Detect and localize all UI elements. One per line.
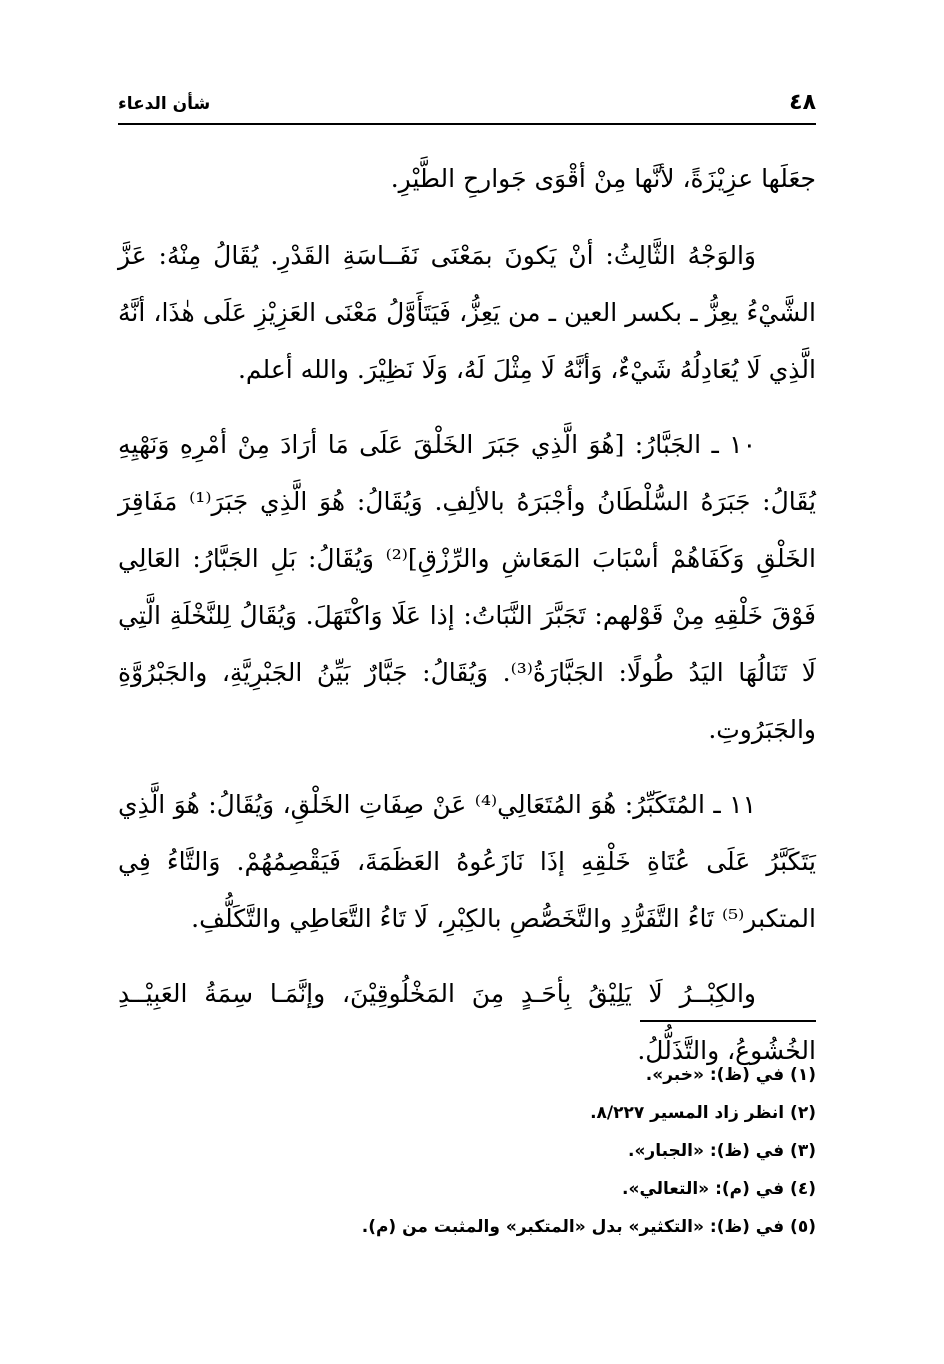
footnotes — [118, 1056, 816, 1246]
page-header — [118, 88, 816, 122]
footnote: (١) في (ظ): «خبر». — [645, 1065, 816, 1085]
footnote: (٢) انظر زاد المسير ٨/٢٢٧. — [590, 1103, 816, 1123]
paragraph: والكِبْــرُ لَا يَلِيْقُ بِأحَـدٍ مِنَ المَخْلُوقِيْنَ، وإنَّمَـا سِمَةُ العَبِيْــدِ الخُشُوعُ، والتَّذَلُّلُ. — [118, 979, 816, 1065]
header-rule — [118, 123, 816, 125]
footnote-rule — [640, 1020, 816, 1022]
footnote: (٤) في (م): «التعالي». — [622, 1179, 816, 1199]
footnote: (٥) في (ظ): «التكثير» بدل «المتكبر» والمثبت من (م). — [361, 1217, 816, 1237]
paragraph: ١١ ـ المُتَكَبِّرُ: هُوَ المُتَعَالِي⁽⁴⁾ عَنْ صِفَاتِ الخَلْقِ، وَيُقَالُ: هُوَ الَّذِي يَتَكَبَّرُ عَلَى عُتَاةِ خَلْقِهِ إذَا نَازَعُوهُ العَظَمَةَ، فَيَقْصِمُهُمْ. وَالتَّاءُ فِي المتكبر⁽⁵⁾ تَاءُ التَّفَرُّدِ والتَّخَصُّصِ بالكِبْرِ، لَا تَاءُ التَّعَاطِي والتَّكَلُّفِ. — [118, 790, 816, 933]
paragraph: وَالوَجْهُ الثَّالِثُ: أنْ يَكونَ بمَعْنَى نَفَــاسَةِ القَدْرِ. يُقَالُ مِنْهُ: عَزَّ الشَّيْءُ يعِزُّ ـ بكسر العين ـ من يَعِزُّ، فَيَتَأَوَّلُ مَعْنَى العَزِيْزِ عَلَى هٰذَا، أنَّهُ الَّذِي لَا يُعَادِلُهُ شَيْءٌ، وَأنَّهُ لَا مِثْلَ لَهُ، وَلَا نَظِيْرَ. والله أعلم. — [118, 241, 816, 384]
footnote: (٣) في (ظ): «الجبار». — [627, 1141, 816, 1161]
main-text — [118, 150, 816, 1097]
paragraph: ١٠ ـ الجَبَّارُ: [هُوَ الَّذِي جَبَرَ الخَلْقَ عَلَى مَا أرَادَ مِنْ أمْرِهِ وَنَهْيِهِ يُقَالُ: جَبَرَهُ السُّلْطَانُ وأجْبَرَهُ بالألِفِ. وَيُقَالُ: هُوَ الَّذِي جَبَرَ⁽¹⁾ مَفَاقِرَ الخَلْقِ وَكَفَاهُمْ أسْبَابَ المَعَاشِ والرِّزْقِ]⁽²⁾ وَيُقَالُ: بَلِ الجَبَّارُ: العَالِي فَوْقَ خَلْقِهِ مِنْ قَوْلهم: تَجَبَّرَ النَّبَاتُ: إذا عَلَا وَاكْتَهَلَ. وَيُقَالُ لِلنَّخْلَةِ الَّتِي لَا تَنَالُهَا اليَدُ طُولًا: الجَبَّارَةُ⁽³⁾. وَيُقَالُ: جَبَّارٌ بَيِّنُ الجَبْرِيَّةِ، والجَبْرُوَّةِ والجَبَرُوتِ. — [118, 430, 816, 744]
page-number: ٤٨ — [789, 90, 816, 115]
running-title: شأن الدعاء — [118, 94, 211, 114]
paragraph: جعَلَها عزِيْزَةً، لأنَّها مِنْ أقْوَى جَوارحِ الطَّيْرِ. — [390, 164, 816, 193]
